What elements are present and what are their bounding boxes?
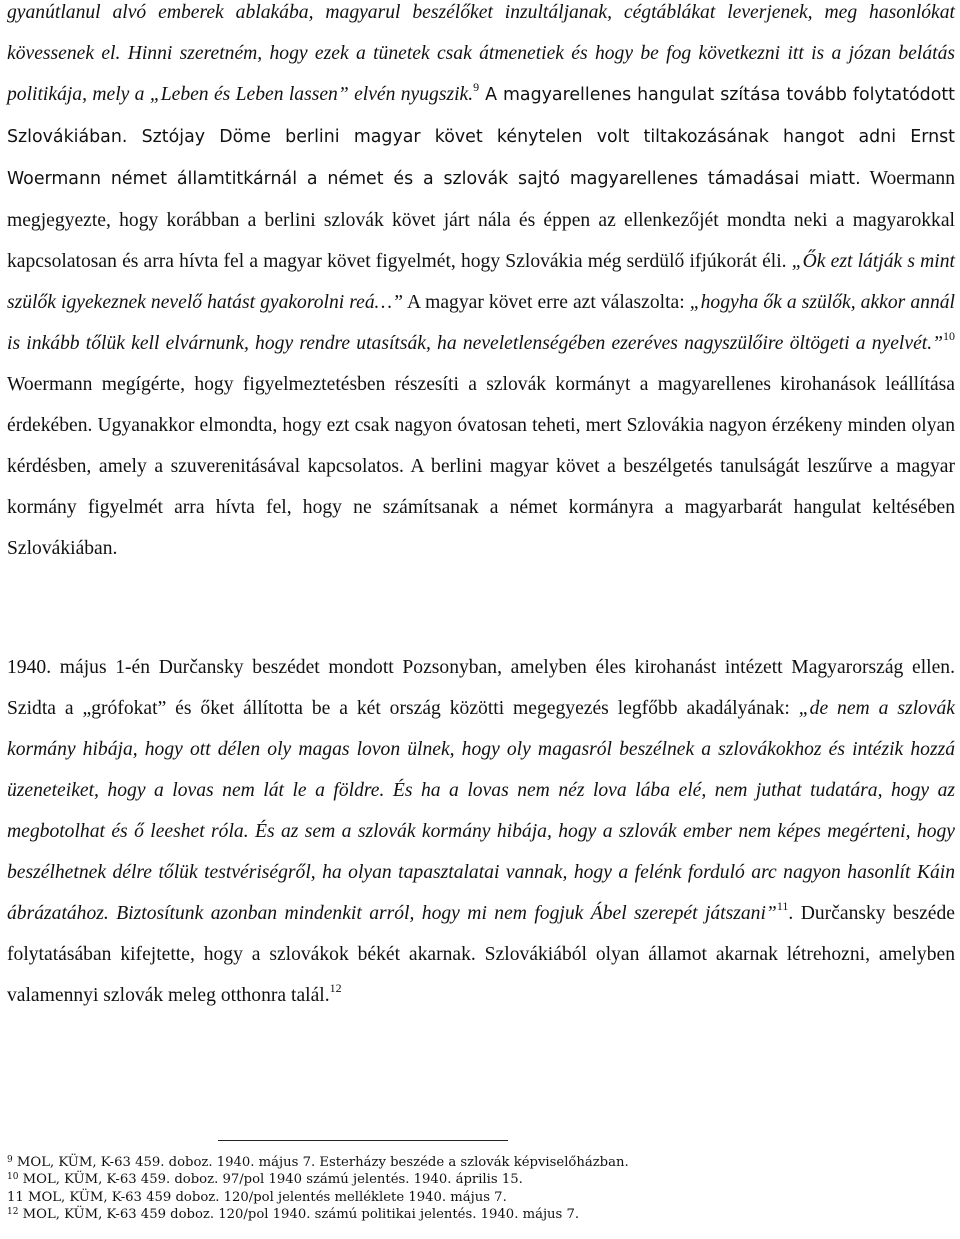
footnote-number: 10 [7, 1172, 19, 1183]
body-paragraph-2 [7, 647, 955, 1016]
footnote-ref-10[interactable]: 10 [943, 329, 955, 343]
footnotes [7, 1154, 947, 1223]
footnote-text: MOL, KÜM, K-63 459. doboz. 1940. május 7. Esterházy beszéde a szlovák képviselőházban. [12, 1155, 629, 1170]
paragraph-text-italic: gyanútlanul alvó emberek ablakába, magyarul beszélőket inzultáljanak, cégtáblákat leverjenek, meg hasonlókat kövessenek el. Hinni szeretném, hogy ezek a tünetek csak átmenetiek és hogy be fog következni itt is a józan belátás politikája, mely a „Leben és Leben lassen” elvén nyugszik. [7, 2, 955, 105]
footnote-12 [7, 1206, 947, 1223]
footnote-separator [218, 1140, 508, 1141]
paragraph-text: A magyar követ erre azt válaszolta: [403, 292, 690, 313]
paragraph-text: Woermann megígérte, hogy figyelmeztetésben részesíti a szlovák kormányt a magyarellenes kirohanások leállítása érdekében. Ugyanakkor elmondta, hogy ezt csak nagyon óvatosan teheti, mert Szlovákia nagyon érzékeny minden olyan kérdésben, amely a szuverenitásával kapcsolatos. A berlini magyar követ a beszélgetés tanulságát leszűrve a magyar kormány figyelmét arra hívta fel, hogy ne számítsanak a német kormányra a magyarbarát hangulat keltésében Szlovákiában. [7, 374, 955, 559]
footnote-ref-12[interactable]: 12 [329, 981, 342, 995]
footnote-text: MOL, KÜM, K-63 459 doboz. 120/pol 1940. számú politikai jelentés. 1940. május 7. [18, 1206, 580, 1222]
footnote-10 [7, 1171, 947, 1188]
footnote-text: MOL, KÜM, K-63 459 doboz. 120/pol jelentés melléklete 1940. május 7. [23, 1189, 507, 1205]
footnote-text: MOL, KÜM, K-63 459. doboz. 97/pol 1940 számú jelentés. 1940. április 15. [18, 1172, 523, 1188]
footnote-9 [7, 1154, 947, 1171]
footnote-ref-11[interactable]: 11 [776, 899, 789, 913]
quote-italic: „hogyha ők a szülők, akkor annál is inkább tőlük kell elvárnunk, hogy rendre utasítsák, ha neveletlenségében ezeréves nagyszülőire öltögeti a nyelvét.” [7, 292, 955, 354]
paragraph-text: 1940. május 1-én Durčansky beszédet mondott Pozsonyban, amelyben éles kirohanást intézett Magyarország ellen. Szidta a „grófokat” és őket állította be a két ország közötti megegyezés legfőbb akadályának: [7, 657, 955, 719]
footnote-number: 9 [7, 1155, 13, 1165]
paragraph-text: . Durčansky beszéde folytatásában kifejtette, hogy a szlovákok békét akarnak. Szlovákiából olyan államot akarnak létrehozni, amelyben valamennyi szlovák meleg otthonra talál. [7, 903, 955, 1006]
footnote-number: 12 [7, 1206, 19, 1217]
body-paragraph-1 [7, 0, 955, 569]
quote-italic: „Ők ezt látják s mint szülők igyekeznek nevelő hatást gyakorolni reá…” [7, 251, 955, 313]
footnote-11 [7, 1189, 947, 1206]
quote-italic: „de nem a szlovák kormány hibája, hogy ott délen oly magas lovon ülnek, hogy oly magasról beszélnek a szlovákokhoz és intézik hozzá üzeneteiket, hogy a lovas nem lát le a földre. És ha a lovas nem néz lova lába elé, nem juthat tudatára, hogy az megbotolhat és ő leeshet róla. És az sem a szlovák kormány hibája, hogy a szlovák ember nem képes megérteni, hogy beszélhetnek délre tőlük testvériségről, ha olyan tapasztalatai vannak, hogy a felénk forduló arc nagyon hasonlít Káin ábrázatához. Biztosítunk azonban mindenkit arról, hogy mi nem fogjuk Ábel szerepét játszani” [7, 698, 955, 924]
footnote-ref-9[interactable]: 9 [473, 80, 480, 94]
paragraph-text: Sztójay Döme berlini magyar követ kénytelen volt tiltakozásának hangot adni Ernst Woermann német államtitkárnál a német és a szlovák sajtó magyarellenes támadásai miatt. [7, 127, 955, 189]
paragraph-text: A magyarellenes hangulat szítása tovább folytatódott Szlovákiában. [7, 85, 955, 147]
paragraph-text: Woermann megjegyezte, hogy korábban a berlini szlovák követ járt nála és éppen az ellenkezőjét mondta neki a magyarokkal kapcsolatosan és arra hívta fel a magyar követ figyelmét, hogy Szlovákia még serdülő ifjúkorát éli. [7, 168, 955, 272]
footnote-number: 11 [7, 1189, 24, 1205]
